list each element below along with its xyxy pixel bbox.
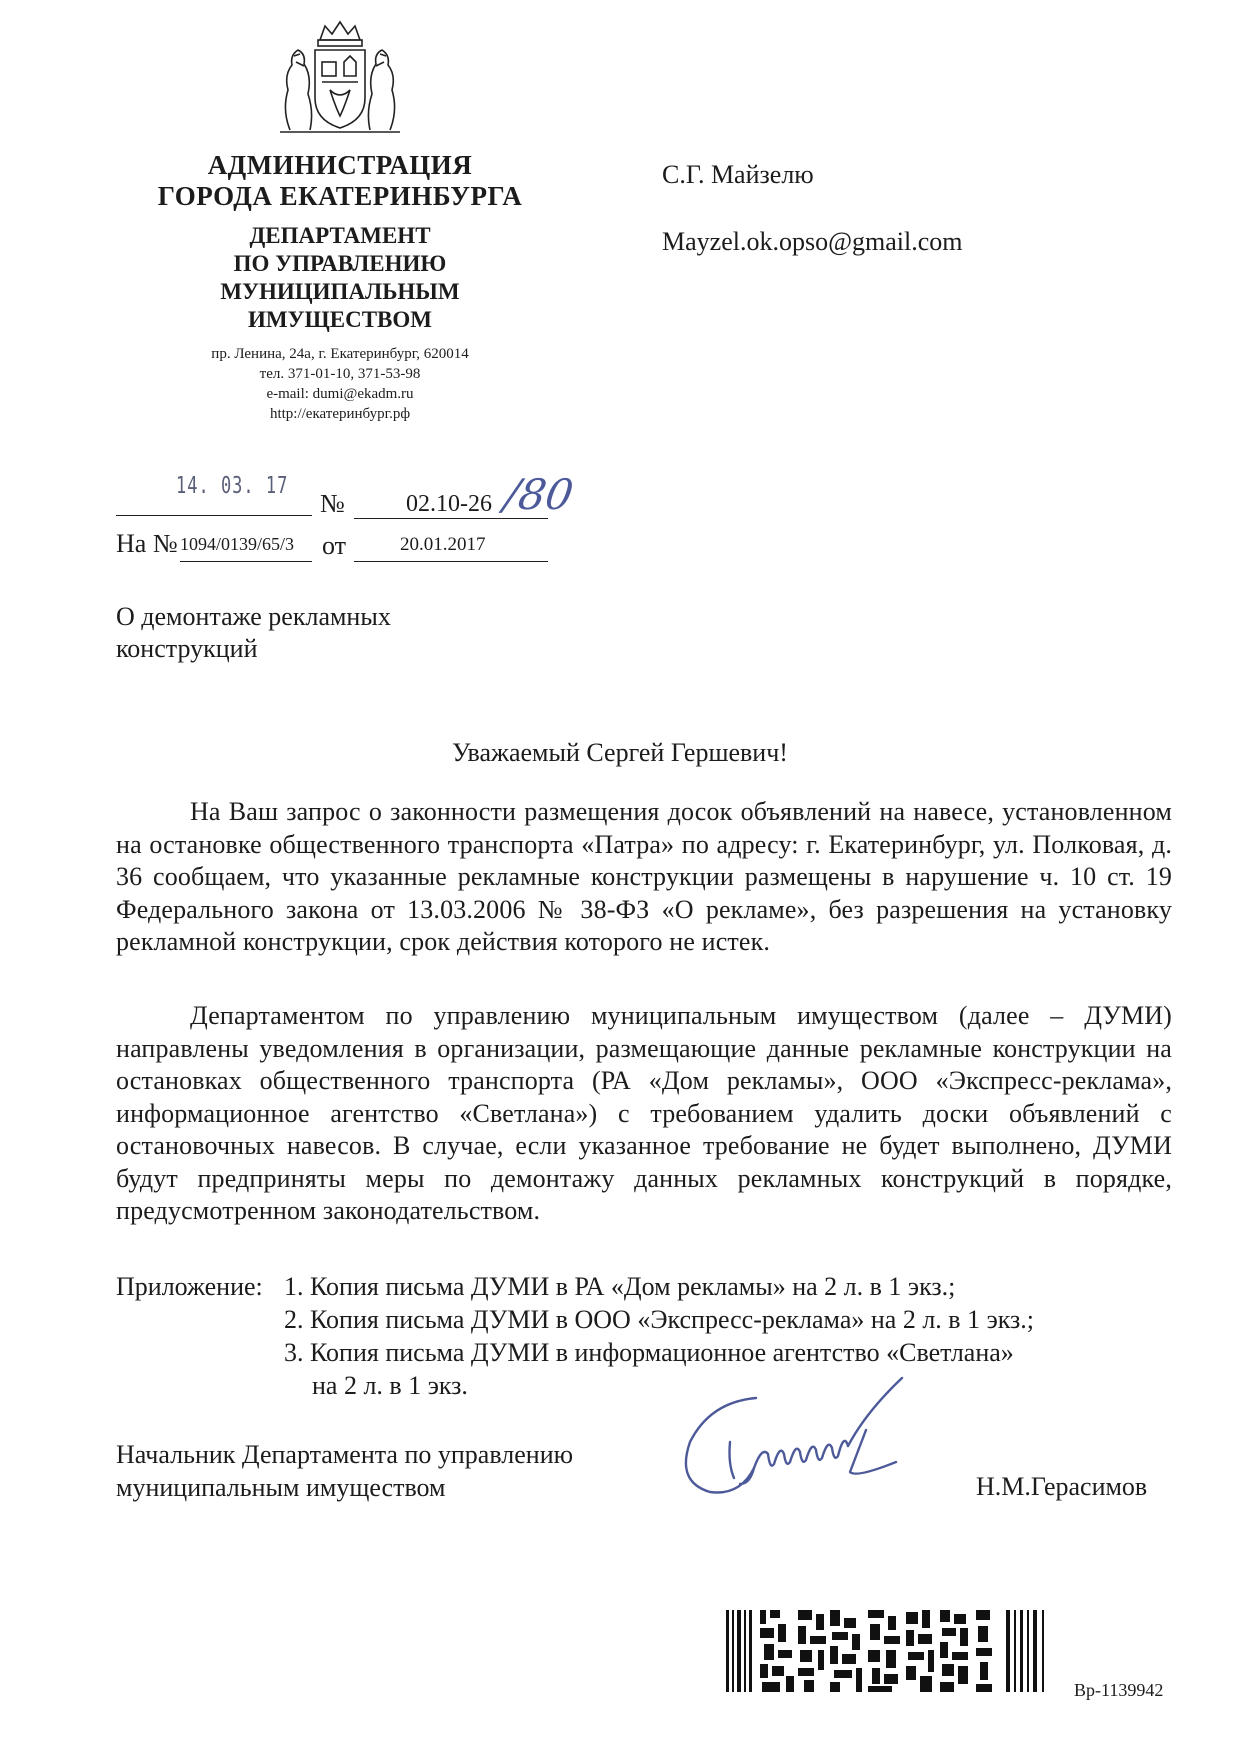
org-name-line2: ГОРОДА ЕКАТЕРИНБУРГА xyxy=(157,181,523,211)
attachment-item-3-continued: на 2 л. в 1 экз. xyxy=(312,1371,468,1400)
org-name-line1: АДМИНИСТРАЦИЯ xyxy=(207,150,473,180)
attachment-item-2: 2. Копия письма ДУМИ в ООО «Экспресс-реклама» на 2 л. в 1 экз.; xyxy=(284,1305,1035,1334)
addressee-name: С.Г. Майзелю xyxy=(662,160,814,189)
department-name xyxy=(120,222,560,334)
department-name-line: ИМУЩЕСТВОМ xyxy=(248,307,432,332)
signatory-title-line1: Начальник Департамента по управлению xyxy=(116,1440,574,1469)
department-name-line: МУНИЦИПАЛЬНЫМ xyxy=(220,279,460,304)
contact-phone: тел. 371-01-10, 371-53-98 xyxy=(259,366,421,382)
reply-to-date: 20.01.2017 xyxy=(400,534,486,555)
outgoing-number-handwritten: /80 xyxy=(500,470,577,519)
signatory-title-line2: муниципальным имуществом xyxy=(116,1473,446,1502)
subject-line: конструкций xyxy=(116,634,258,663)
attachment-item-1: 1. Копия письма ДУМИ в РА «Дом рекламы» на 2 л. в 1 экз.; xyxy=(284,1272,956,1301)
contact-address: пр. Ленина, 24а, г. Екатеринбург, 620014 xyxy=(211,346,469,362)
subject xyxy=(116,601,391,665)
reply-date-underline xyxy=(354,561,548,562)
signatory-name: Н.М.Герасимов xyxy=(976,1472,1148,1501)
contact-email: e-mail: dumi@ekadm.ru xyxy=(266,386,414,402)
department-name-line: ПО УПРАВЛЕНИЮ xyxy=(233,251,447,276)
contact-info xyxy=(120,344,560,424)
number-label: № xyxy=(320,489,345,518)
addressee-email: Mayzel.ok.opso@gmail.com xyxy=(662,227,963,256)
from-label: от xyxy=(322,531,347,560)
attachments-label: Приложение: xyxy=(116,1272,263,1301)
reply-number-underline xyxy=(180,561,312,562)
document-barcode xyxy=(726,1610,1056,1692)
date-underline xyxy=(116,515,312,516)
outgoing-number: 02.10-26 xyxy=(406,491,492,517)
subject-line: О демонтаже рекламных xyxy=(116,602,391,631)
handwritten-signature xyxy=(670,1372,970,1512)
reply-to-label: На № xyxy=(116,529,178,558)
attachment-item-3: 3. Копия письма ДУМИ в информационное агентство «Светлана» xyxy=(284,1338,1014,1367)
coat-of-arms-emblem xyxy=(270,20,410,140)
document-code: Вр-1139942 xyxy=(1074,1680,1164,1700)
registration-date-stamp: 14. 03. 17 xyxy=(176,472,289,500)
department-name-line: ДЕПАРТАМЕНТ xyxy=(249,223,431,248)
body-paragraph-2: Департаментом по управлению муниципальным имуществом (далее – ДУМИ) направлены уведомления в организации, размещающие данные рекламные конструкции на остановках общественного транспорта (РА «Дом рекламы», ООО «Экспресс-реклама», информационное агентство «Светлана») с требованием удалить доски объявлений с остановочных навесов. В случае, если указанное требование не будет выполнено, ДУМИ будут предприняты меры по демонтажу данных рекламных конструкций в порядке, предусмотренном законодательством. xyxy=(116,1001,1172,1225)
body-paragraph-1: На Ваш запрос о законности размещения досок объявлений на навесе, установленном на остановке общественного транспорта «Патра» по адресу: г. Екатеринбург, ул. Полковая, д. 36 сообщаем, что указанные рекламные конструкции размещены в нарушение ч. 10 ст. 19 Федерального закона от 13.03.2006 № 38-ФЗ «О рекламе», без разрешения на установку рекламной конструкции, срок действия которого не истек. xyxy=(116,797,1172,956)
contact-website: http://екатеринбург.рф xyxy=(269,406,411,422)
salutation: Уважаемый Сергей Гершевич! xyxy=(452,738,788,767)
reply-to-number: 1094/0139/65/3 xyxy=(180,534,295,554)
